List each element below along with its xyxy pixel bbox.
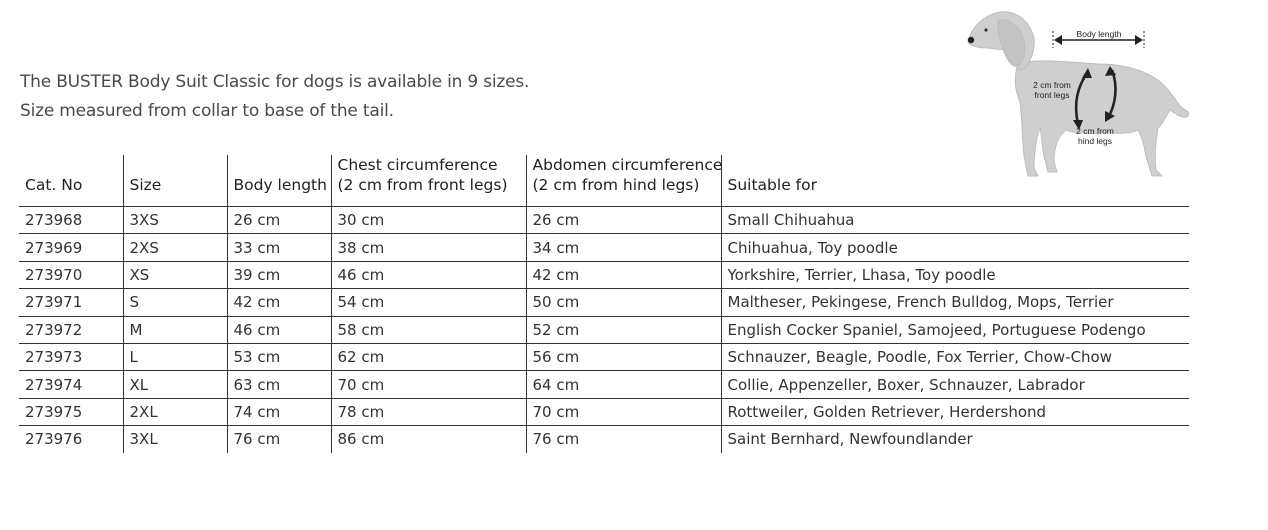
cell-size: 3XS (123, 207, 227, 234)
cell-suitable-for: English Cocker Spaniel, Samojeed, Portuguese Podengo (721, 316, 1189, 343)
cell-size: S (123, 289, 227, 316)
cell-chest: 30 cm (331, 207, 526, 234)
header-size (123, 155, 227, 207)
table-row (19, 343, 1189, 370)
cell-suitable-for: Saint Bernhard, Newfoundlander (721, 426, 1189, 453)
cell-suitable-for: Collie, Appenzeller, Boxer, Schnauzer, Labrador (721, 371, 1189, 398)
body-length-label: Body length (1076, 29, 1122, 39)
cell-body-length: 46 cm (227, 316, 331, 343)
cell-size: 2XL (123, 398, 227, 425)
cell-abdomen: 26 cm (526, 207, 721, 234)
cell-suitable-for: Maltheser, Pekingese, French Bulldog, Mops, Terrier (721, 289, 1189, 316)
cell-size: 3XL (123, 426, 227, 453)
cell-abdomen: 70 cm (526, 398, 721, 425)
cell-cat-no: 273973 (19, 343, 123, 370)
intro-line-1: The BUSTER Body Suit Classic for dogs is available in 9 sizes. (20, 72, 530, 92)
intro-line-2: Size measured from collar to base of the tail. (20, 101, 394, 121)
header-body-length (227, 155, 331, 207)
cell-chest: 70 cm (331, 371, 526, 398)
cell-chest: 78 cm (331, 398, 526, 425)
header-chest (331, 155, 526, 207)
front-legs-label-line-1: 2 cm from (1033, 80, 1071, 90)
cell-suitable-for: Yorkshire, Terrier, Lhasa, Toy poodle (721, 261, 1189, 288)
header-cat-no (19, 155, 123, 207)
table-row (19, 371, 1189, 398)
cell-size: M (123, 316, 227, 343)
header-abdomen-label: Abdomen circumference (532, 156, 723, 174)
cell-abdomen: 64 cm (526, 371, 721, 398)
cell-cat-no: 273976 (25, 430, 83, 449)
intro-text (20, 68, 529, 126)
cell-cat-no: 273971 (19, 289, 123, 316)
cell-chest: 62 cm (331, 343, 526, 370)
cell-body-length: 39 cm (227, 261, 331, 288)
cell-body-length: 33 cm (227, 234, 331, 261)
cell-abdomen: 34 cm (526, 234, 721, 261)
header-body-length-label: Body length (233, 176, 327, 194)
header-size-label: Size (129, 176, 162, 194)
cell-cat-no: 273968 (19, 207, 123, 234)
cell-suitable-for: Chihuahua, Toy poodle (721, 234, 1189, 261)
header-cat-no-label: Cat. No (25, 176, 83, 194)
cell-body-length: 74 cm (227, 398, 331, 425)
cell-body-length: 76 cm (227, 426, 331, 453)
header-abdomen (526, 155, 721, 207)
cell-size: XS (123, 261, 227, 288)
table-row (19, 234, 1189, 261)
cell-body-length: 63 cm (227, 371, 331, 398)
dog-eye (984, 28, 987, 31)
cell-suitable-for: Schnauzer, Beagle, Poodle, Fox Terrier, Chow-Chow (721, 343, 1189, 370)
cell-body-length: 26 cm (227, 207, 331, 234)
cell-chest: 38 cm (331, 234, 526, 261)
dog-nose (968, 37, 974, 43)
cell-size: L (123, 343, 227, 370)
cell-chest: 58 cm (331, 316, 526, 343)
cell-abdomen: 52 cm (526, 316, 721, 343)
table-row (19, 207, 1189, 234)
cell-cat-no: 273975 (19, 398, 123, 425)
cell-abdomen: 50 cm (526, 289, 721, 316)
cell-abdomen: 56 cm (526, 343, 721, 370)
front-legs-label-line-2: front legs (1034, 90, 1070, 100)
cell-suitable-for: Rottweiler, Golden Retriever, Herdershond (721, 398, 1189, 425)
cell-chest: 86 cm (331, 426, 526, 453)
hind-legs-label-line-2: hind legs (1077, 136, 1113, 146)
cell-cat-no: 273974 (19, 371, 123, 398)
table-row (19, 289, 1189, 316)
table-row (19, 261, 1189, 288)
cell-size: 2XS (123, 234, 227, 261)
size-table (19, 155, 1189, 453)
table-header-row (19, 155, 1189, 207)
header-chest-label: Chest circumference (337, 156, 498, 174)
header-chest-sublabel: (2 cm from front legs) (337, 176, 508, 194)
cell-body-length: 53 cm (227, 343, 331, 370)
cell-body-length: 42 cm (227, 289, 331, 316)
header-abdomen-sublabel: (2 cm from hind legs) (532, 176, 700, 194)
table-row (19, 398, 1189, 425)
table-row (19, 426, 1189, 453)
header-suitable-for-label: Suitable for (727, 176, 817, 194)
table-body (19, 207, 1189, 453)
cell-cat-no: 273970 (19, 261, 123, 288)
cell-chest: 54 cm (331, 289, 526, 316)
cell-cat-no: 273969 (19, 234, 123, 261)
cell-cat-no: 273972 (19, 316, 123, 343)
cell-suitable-for: Small Chihuahua (721, 207, 1189, 234)
table-row (19, 316, 1189, 343)
cell-abdomen: 42 cm (526, 261, 721, 288)
cell-size: XL (123, 371, 227, 398)
cell-chest: 46 cm (331, 261, 526, 288)
header-suitable-for (721, 155, 1189, 207)
cell-abdomen: 76 cm (526, 426, 721, 453)
hind-legs-label-line-1: 2 cm from (1076, 126, 1114, 136)
